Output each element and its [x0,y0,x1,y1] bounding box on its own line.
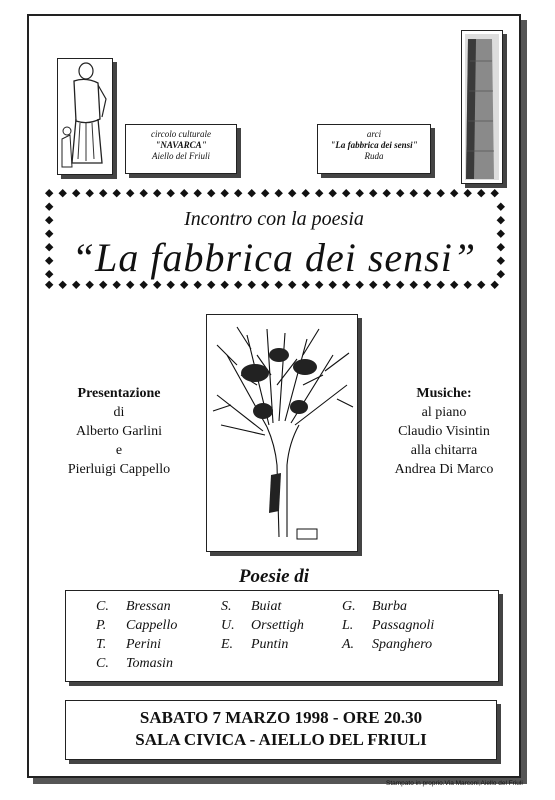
border-diamond [248,189,256,197]
border-diamond [302,189,310,197]
border-diamond [369,281,377,289]
border-diamond [396,189,404,197]
poets-column [221,597,304,654]
printer-note: Stampato in proprio.Via Marconi,Aiello del Friuli [386,780,523,787]
border-diamond [315,189,323,197]
poster [27,14,521,778]
border-diamond [234,281,242,289]
statue-illustration [57,58,113,175]
border-diamond [302,281,310,289]
poets-list [65,590,499,682]
poesie-heading: Poesie di [238,566,310,587]
poet: L. Passagnoli [342,618,435,633]
poet: C. Bressan [96,599,171,614]
border-diamond [437,281,445,289]
border-diamond [356,281,364,289]
border-diamond [126,189,134,197]
poets-column [96,597,177,673]
musiche-heading: Musiche: [416,386,472,401]
border-diamond [59,281,67,289]
presentazione-block: Presentazione di Alberto Garlini e Pierluigi Cappello [43,384,195,479]
border-diamond [153,189,161,197]
border-diamond [167,189,175,197]
border-diamond [315,281,323,289]
border-diamond [410,189,418,197]
border-diamond [207,189,215,197]
border-diamond [450,189,458,197]
main-title: “La fabbrica dei sensi” [71,235,477,280]
event-details [65,700,497,760]
border-diamond [248,281,256,289]
border-diamond [140,281,148,289]
border-diamond [180,189,188,197]
border-diamond [72,281,80,289]
border-diamond [288,189,296,197]
organizer-arci: arci "La fabbrica dei sensi" Ruda [317,124,431,174]
poet: S. Buiat [221,599,282,614]
border-diamond [261,189,269,197]
border-diamond [113,281,121,289]
border-diamond [234,189,242,197]
poet: U. Orsettigh [221,618,304,633]
organizer-navarca: circolo culturale "NAVARCA" Aiello del Friuli [125,124,237,174]
border-diamond [194,281,202,289]
poet: C. Tomasin [96,656,173,671]
border-diamond [113,189,121,197]
poet: G. Burba [342,599,407,614]
border-diamond [464,189,472,197]
border-diamond [437,189,445,197]
border-diamond [410,281,418,289]
border-diamond [396,281,404,289]
border-diamond [167,281,175,289]
border-diamond [261,281,269,289]
border-diamond [99,281,107,289]
border-diamond [221,189,229,197]
border-diamond [342,281,350,289]
border-diamond [383,281,391,289]
tree-artwork [206,314,358,552]
border-diamond [221,281,229,289]
subtitle: Incontro con la poesia [184,208,364,230]
border-diamond [59,189,67,197]
border-diamond [126,281,134,289]
border-diamond [369,189,377,197]
border-diamond [194,189,202,197]
poet: T. Perini [96,637,161,652]
border-diamond [86,281,94,289]
poet: P. Cappello [96,618,178,633]
border-diamond [288,281,296,289]
border-diamond [491,281,499,289]
border-diamond [423,281,431,289]
border-diamond [45,189,53,197]
event-venue: SALA CIVICA - AIELLO DEL FRIULI [135,730,427,749]
border-diamond [207,281,215,289]
border-diamond [99,189,107,197]
poets-column [342,597,434,654]
border-diamond [86,189,94,197]
border-diamond [72,189,80,197]
presentazione-heading: Presentazione [77,386,161,401]
border-diamond [423,189,431,197]
chimney-illustration [461,30,503,184]
border-diamond [477,189,485,197]
border-diamond [275,281,283,289]
border-diamond [477,281,485,289]
border-diamond [45,281,53,289]
border-diamond [383,189,391,197]
musiche-block: Musiche: al piano Claudio Visintin alla chitarra Andrea Di Marco [379,384,509,479]
border-diamond [180,281,188,289]
border-diamond [491,189,499,197]
event-date: SABATO 7 MARZO 1998 - ORE 20.30 [139,708,423,727]
border-diamond [140,189,148,197]
border-diamond [153,281,161,289]
border-diamond [342,189,350,197]
border-diamond [356,189,364,197]
border-diamond [329,189,337,197]
poet: E. Puntin [221,637,289,652]
border-diamond [275,189,283,197]
border-diamond [329,281,337,289]
poet: A. Spanghero [342,637,433,652]
border-diamond [450,281,458,289]
border-diamond [464,281,472,289]
